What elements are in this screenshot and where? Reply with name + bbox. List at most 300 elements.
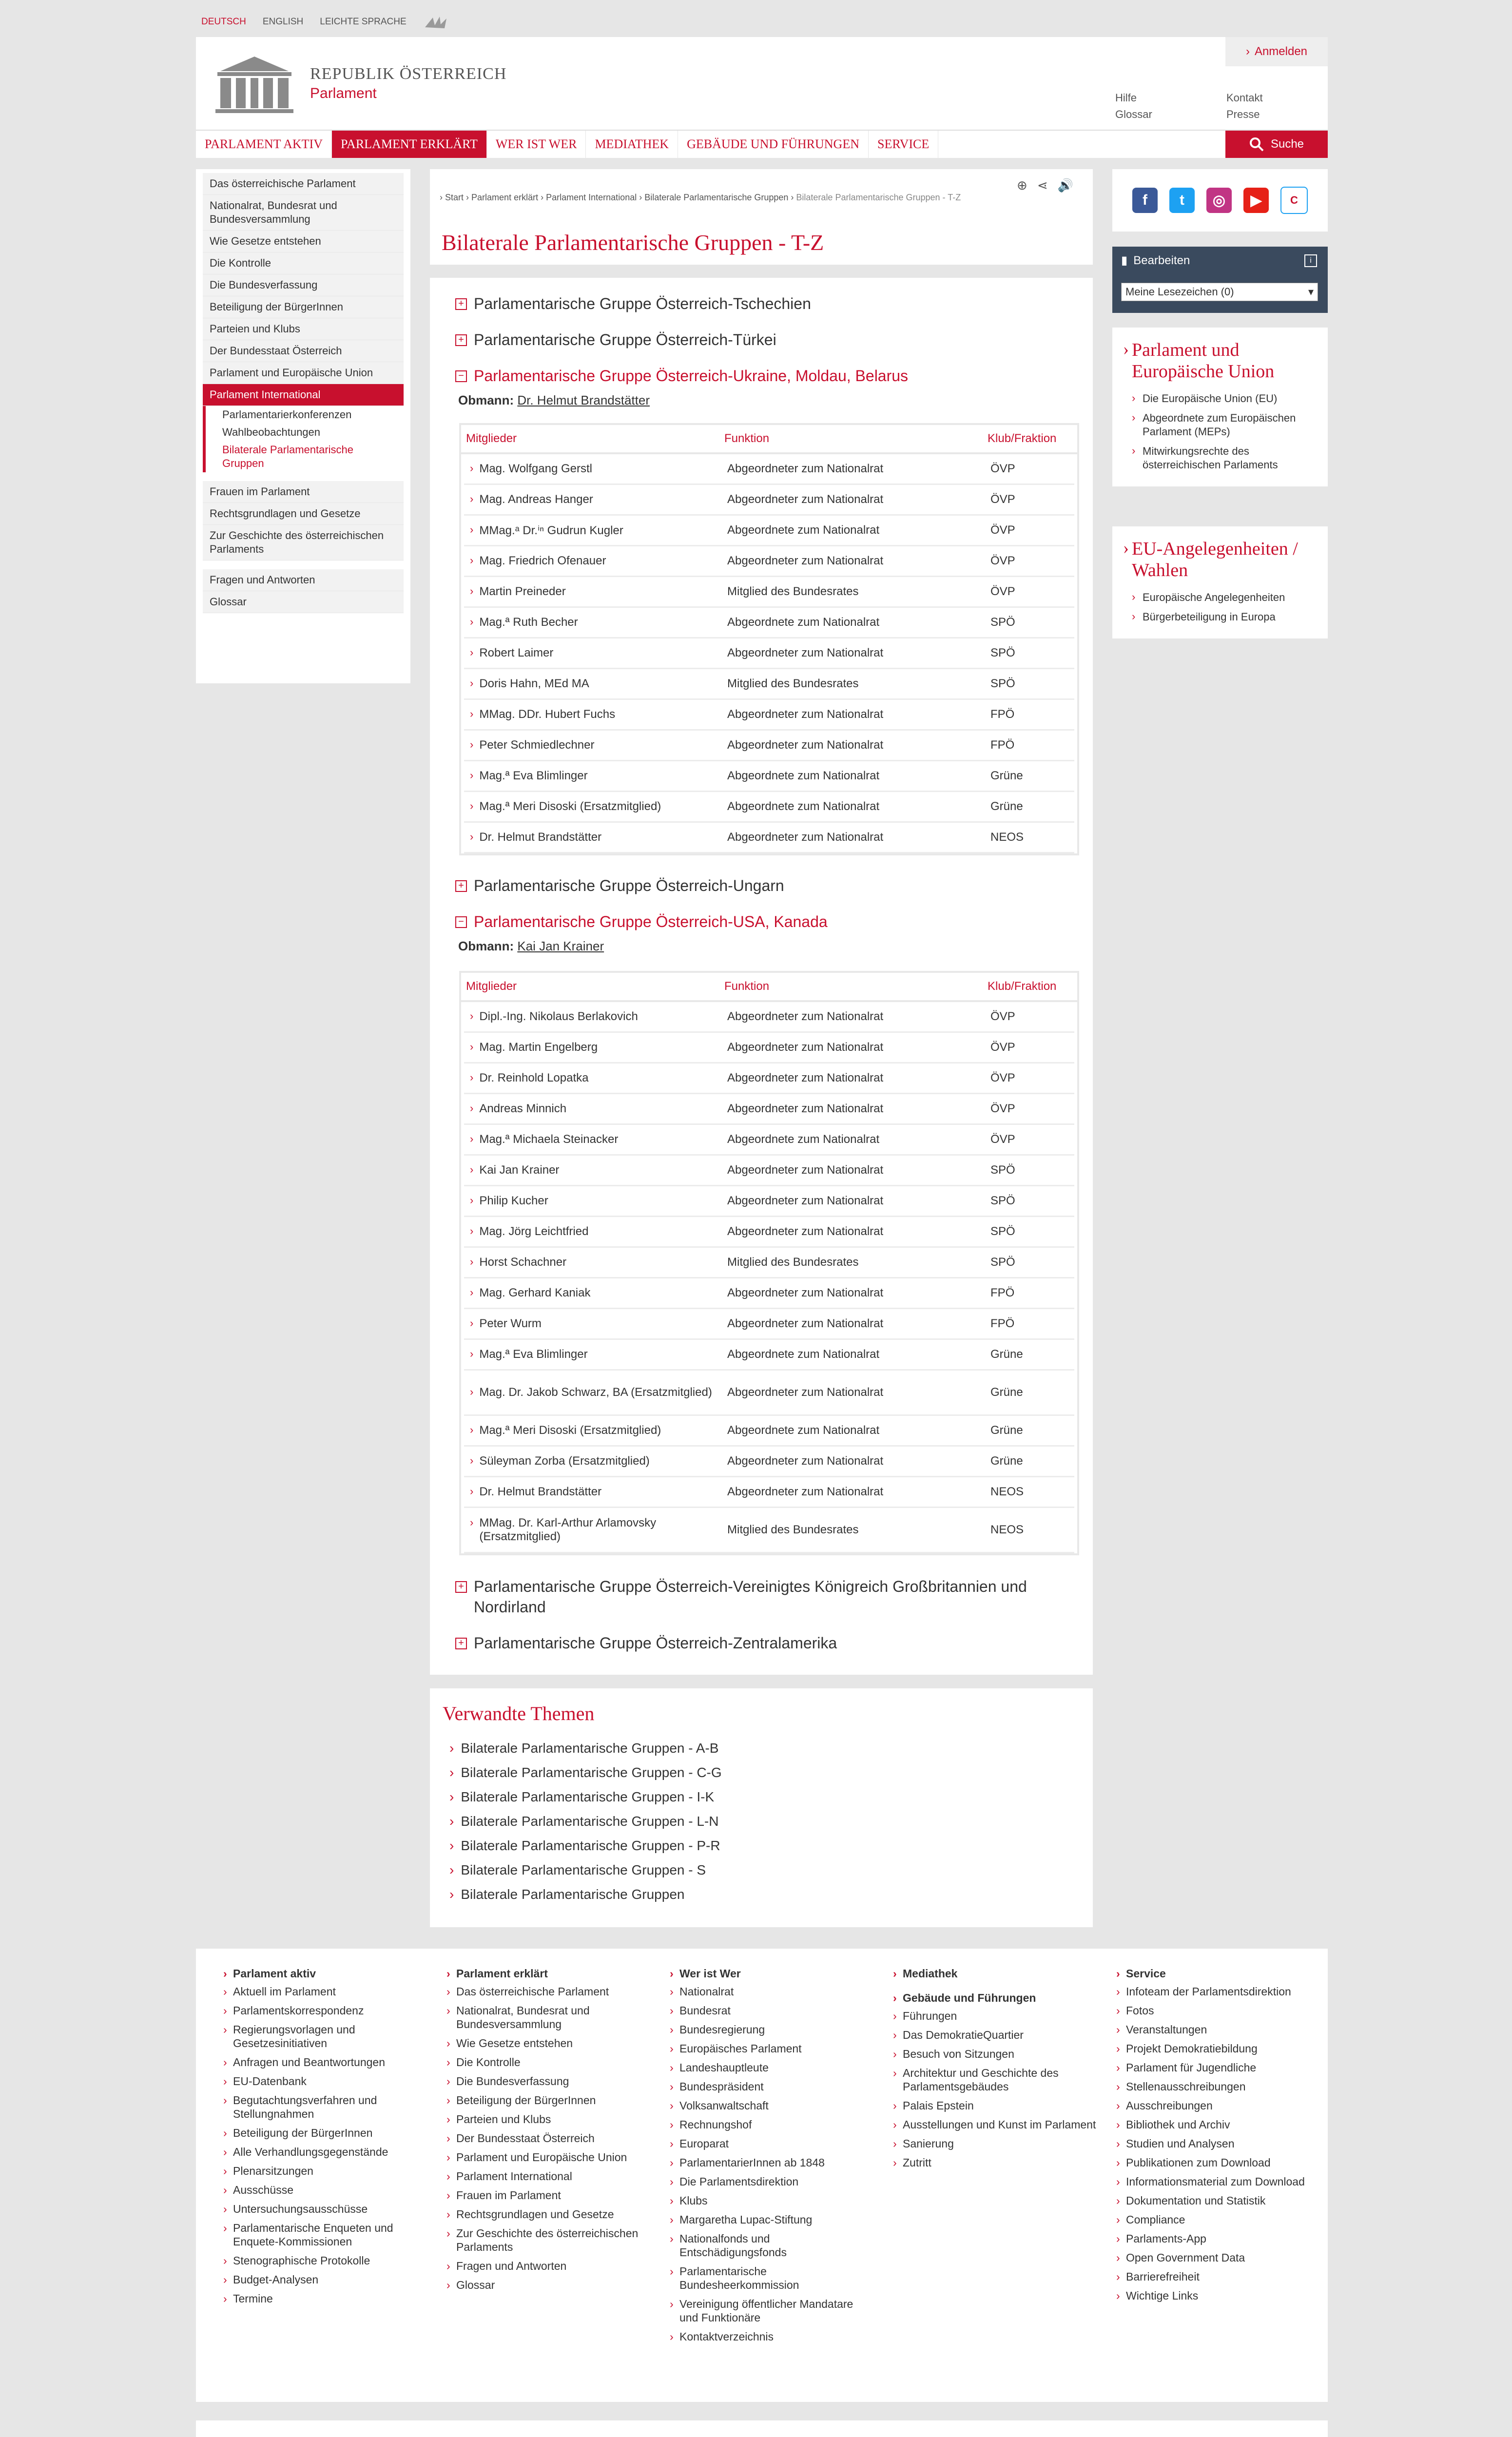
search-button[interactable] <box>1225 131 1328 158</box>
language-bar <box>201 15 449 29</box>
member-name[interactable]: Horst Schachner <box>479 1256 567 1269</box>
breadcrumb <box>440 191 1005 204</box>
footer-link[interactable]: › Plenarsitzungen <box>223 2164 428 2178</box>
nav-gebaeude-fuehrungen[interactable]: GEBÄUDE UND FÜHRUNGEN <box>678 131 869 158</box>
chair-link[interactable]: Kai Jan Krainer <box>517 939 604 953</box>
member-name[interactable]: Mag. Martin Engelberg <box>479 1041 598 1054</box>
group-toggle[interactable] <box>455 1576 1065 1617</box>
related-link-label: Bilaterale Parlamentarische Gruppen - L-N <box>461 1814 719 1829</box>
member-name[interactable]: Mag.ª Meri Disoski (Ersatzmitglied) <box>479 1424 661 1437</box>
sidebar-item[interactable]: Das österreichische Parlament <box>203 173 404 195</box>
col-club[interactable]: Klub/Fraktion <box>988 980 1057 993</box>
member-function: Abgeordnete zum Nationalrat <box>727 1424 880 1437</box>
table-row <box>464 638 1074 669</box>
group-title: Parlamentarische Gruppe Österreich-Vereinigtes Königreich Großbritannien und Nordirland <box>474 1578 1027 1616</box>
sidebar-item[interactable]: Fragen und Antworten <box>203 569 404 591</box>
member-cell <box>464 677 727 691</box>
col-club[interactable]: Klub/Fraktion <box>988 432 1057 445</box>
related-title: Verwandte Themen <box>443 1702 595 1724</box>
member-club: SPÖ <box>990 646 1015 659</box>
footer-link[interactable]: › Budget-Analysen <box>223 2273 428 2286</box>
twitter-icon[interactable]: t <box>1169 188 1195 213</box>
sidebar-item[interactable]: Rechtsgrundlagen und Gesetze <box>203 503 404 525</box>
member-name[interactable]: Martin Preineder <box>479 585 566 598</box>
contact-link[interactable]: Kontakt <box>1226 92 1263 104</box>
member-name[interactable]: Peter Schmiedlechner <box>479 738 595 752</box>
footer-link[interactable]: › Termine <box>223 2292 428 2305</box>
leichte-sprache-icon[interactable] <box>423 15 449 29</box>
footer-link[interactable]: › Untersuchungsausschüsse <box>223 2202 428 2216</box>
sidebar-item[interactable]: Nationalrat, Bundesrat und Bundesversammlung <box>203 195 404 231</box>
footer-link[interactable]: › Sanierung <box>893 2137 1098 2150</box>
sidebar-item[interactable]: Parlament und Europäische Union <box>203 362 404 384</box>
member-name[interactable]: MMag. Dr. Karl-Arthur Arlamovsky (Ersatzmitglied) <box>479 1516 657 1543</box>
member-club: ÖVP <box>990 523 1015 537</box>
breadcrumb-item[interactable]: Bilaterale Parlamentarische Gruppen <box>644 193 789 202</box>
eu-box-link[interactable]: › Mitwirkungsrechte des österreichischen Parlaments <box>1132 442 1316 475</box>
footer-link[interactable]: › Margaretha Lupac-Stiftung <box>670 2213 874 2226</box>
footer-link[interactable]: › Zutritt <box>893 2156 1098 2169</box>
footer-link[interactable]: › Anfragen und Beantwortungen <box>223 2055 428 2069</box>
bookmark-add-icon[interactable]: ⊕ <box>1017 178 1027 193</box>
member-name[interactable]: Süleyman Zorba (Ersatzmitglied) <box>479 1454 650 1468</box>
footer-link[interactable]: › Regierungsvorlagen und Gesetzesinitiativen <box>223 2023 428 2050</box>
nav-parlament-aktiv[interactable]: PARLAMENT AKTIV <box>196 131 332 158</box>
table-row <box>464 1064 1074 1094</box>
logo-subtitle: Parlament <box>310 85 377 101</box>
group-toggle[interactable] <box>455 329 776 350</box>
member-function: Abgeordnete zum Nationalrat <box>727 1348 880 1361</box>
member-cell <box>464 1386 727 1399</box>
footer-link[interactable]: › ParlamentarierInnen ab 1848 <box>670 2156 874 2169</box>
sidebar-item-active[interactable]: Parlament International <box>203 384 404 406</box>
footer-link[interactable]: › Beteiligung der BürgerInnen <box>223 2126 428 2140</box>
footer-link[interactable]: › Parteien und Klubs <box>446 2112 651 2126</box>
nav-mediathek[interactable]: MEDIATHEK <box>586 131 678 158</box>
footer-link[interactable]: › Das DemokratieQuartier <box>893 2028 1098 2042</box>
related-link[interactable] <box>449 1882 722 1907</box>
group-toggle[interactable] <box>455 293 811 314</box>
member-function: Abgeordneter zum Nationalrat <box>727 462 884 475</box>
footer-heading[interactable]: › Parlament aktiv <box>223 1966 428 1981</box>
member-name[interactable]: Mag.ª Eva Blimlinger <box>479 1348 588 1361</box>
share-icon[interactable]: ⋖ <box>1037 178 1048 193</box>
col-members[interactable]: Mitglieder <box>466 980 517 993</box>
eu-affairs-link[interactable]: › Bürgerbeteiligung in Europa <box>1132 607 1316 627</box>
footer-link[interactable]: › Parlamentarische Bundesheerkommission <box>670 2264 874 2292</box>
member-function: Abgeordnete zum Nationalrat <box>727 769 880 782</box>
member-name[interactable]: Dr. Helmut Brandstätter <box>479 1485 602 1498</box>
table-row <box>464 1125 1074 1156</box>
footer-col <box>893 1966 1098 2175</box>
footer-heading[interactable]: › Parlament erklärt <box>446 1966 651 1981</box>
breadcrumb-item[interactable]: Start <box>445 193 464 202</box>
facebook-icon[interactable]: f <box>1132 188 1158 213</box>
chevron-right-icon: › <box>470 1194 474 1206</box>
lang-english[interactable]: ENGLISH <box>262 17 304 27</box>
member-cell <box>464 646 727 660</box>
footer-link[interactable]: › Das österreichische Parlament <box>446 1985 651 1998</box>
table-row <box>464 516 1074 546</box>
footer-link[interactable]: › Studien und Analysen <box>1116 2137 1321 2150</box>
lang-leichte-sprache[interactable]: LEICHTE SPRACHE <box>320 17 407 27</box>
table-row <box>464 1447 1074 1477</box>
member-club: SPÖ <box>990 1163 1015 1177</box>
chevron-right-icon: › <box>470 738 474 751</box>
footer-link[interactable]: › EU-Datenbank <box>223 2074 428 2088</box>
table-row <box>464 454 1074 485</box>
footer-link[interactable]: › Projekt Demokratiebildung <box>1116 2042 1321 2055</box>
member-function: Abgeordneter zum Nationalrat <box>727 1454 884 1468</box>
sidebar-item[interactable]: Frauen im Parlament <box>203 481 404 503</box>
footer-col <box>446 1966 651 2297</box>
footer-link[interactable]: › Bundespräsident <box>670 2080 874 2093</box>
sidebar-item[interactable]: Der Bundesstaat Österreich <box>203 340 404 362</box>
member-name[interactable]: Mag. Jörg Leichtfried <box>479 1225 589 1238</box>
nav-service[interactable]: SERVICE <box>869 131 938 158</box>
member-name[interactable]: Mag.ª Ruth Becher <box>479 616 578 629</box>
footer-link[interactable]: › Aktuell im Parlament <box>223 1985 428 1998</box>
bottom-bar <box>196 2420 1328 2437</box>
chevron-right-icon: › <box>470 523 474 536</box>
footer-link[interactable]: › Dokumentation und Statistik <box>1116 2194 1321 2207</box>
chair-link[interactable]: Dr. Helmut Brandstätter <box>517 393 650 407</box>
footer-link[interactable]: › Open Government Data <box>1116 2251 1321 2264</box>
member-function: Abgeordnete zum Nationalrat <box>727 523 880 537</box>
member-cell <box>464 1163 727 1177</box>
footer-link[interactable]: › Architektur und Geschichte des Parlamentsgebäudes <box>893 2066 1098 2093</box>
group-toggle-open[interactable] <box>455 366 908 386</box>
footer-link[interactable]: › Der Bundesstaat Österreich <box>446 2131 651 2145</box>
footer-link[interactable]: › Compliance <box>1116 2213 1321 2226</box>
footer-link[interactable]: › Ausstellungen und Kunst im Parlament <box>893 2118 1098 2131</box>
member-cell <box>464 585 727 599</box>
member-name[interactable]: Philip Kucher <box>479 1194 548 1207</box>
member-cell <box>464 616 727 629</box>
member-cell <box>464 1424 727 1437</box>
member-name[interactable]: Doris Hahn, MEd MA <box>479 677 589 690</box>
footer-link[interactable]: › Bundesregierung <box>670 2023 874 2036</box>
table-row <box>464 731 1074 761</box>
footer-link[interactable]: › Kontaktverzeichnis <box>670 2330 874 2343</box>
member-name[interactable]: Andreas Minnich <box>479 1102 567 1115</box>
sidebar-item[interactable]: Parteien und Klubs <box>203 318 404 340</box>
chevron-right-icon: › <box>470 1348 474 1360</box>
footer-link[interactable]: › Die Kontrolle <box>446 2055 651 2069</box>
member-name[interactable]: MMag.ᵃ Dr.ⁱⁿ Gudrun Kugler <box>479 523 623 537</box>
member-name[interactable]: MMag. DDr. Hubert Fuchs <box>479 708 616 721</box>
chevron-right-icon: › <box>470 1286 474 1298</box>
footer-link[interactable]: › Stenographische Protokolle <box>223 2254 428 2267</box>
table-body <box>461 454 1077 853</box>
footer-link[interactable]: › Barrierefreiheit <box>1116 2270 1321 2283</box>
chevron-right-icon: › <box>1245 45 1250 58</box>
nav-parlament-erklaert[interactable]: PARLAMENT ERKLÄRT <box>332 131 487 158</box>
footer-link[interactable]: › Palais Epstein <box>893 2099 1098 2112</box>
footer-link[interactable]: › Besuch von Sitzungen <box>893 2047 1098 2061</box>
member-club: SPÖ <box>990 677 1015 690</box>
related-link[interactable] <box>449 1858 722 1882</box>
table-row <box>464 823 1074 853</box>
group-toggle-open[interactable] <box>455 911 828 932</box>
info-icon[interactable]: i <box>1304 254 1317 267</box>
member-name[interactable]: Kai Jan Krainer <box>479 1163 560 1177</box>
table-row <box>464 1002 1074 1033</box>
member-name[interactable]: Peter Wurm <box>479 1317 542 1330</box>
speaker-icon[interactable]: 🔊 <box>1057 178 1073 193</box>
parliament-logo[interactable] <box>211 52 506 115</box>
chevron-right-icon: › <box>470 1071 474 1083</box>
related-link[interactable] <box>449 1809 722 1834</box>
member-function: Abgeordneter zum Nationalrat <box>727 1071 884 1084</box>
member-club: Grüne <box>990 1348 1023 1361</box>
footer-link[interactable]: › Ausschüsse <box>223 2183 428 2197</box>
member-cell <box>464 1102 727 1116</box>
footer-link[interactable]: › Infoteam der Parlamentsdirektion <box>1116 1985 1321 1998</box>
member-name[interactable]: Dr. Reinhold Lopatka <box>479 1071 589 1084</box>
member-function: Abgeordneter zum Nationalrat <box>727 1010 884 1023</box>
member-name[interactable]: Mag. Andreas Hanger <box>479 493 593 506</box>
press-link[interactable]: Presse <box>1226 108 1260 120</box>
footer-heading[interactable]: › Service <box>1116 1966 1321 1981</box>
footer-link[interactable]: › Klubs <box>670 2194 874 2207</box>
sidebar-item[interactable]: Beteiligung der BürgerInnen <box>203 296 404 318</box>
group-toggle[interactable] <box>455 1633 837 1653</box>
main-content <box>430 278 1093 1675</box>
nav-wer-ist-wer[interactable]: WER IST WER <box>487 131 586 158</box>
member-name[interactable]: Mag. Gerhard Kaniak <box>479 1286 591 1299</box>
member-cell <box>464 1317 727 1331</box>
bookmark-select[interactable] <box>1121 283 1318 301</box>
table-row <box>464 669 1074 700</box>
footer-link[interactable]: › Frauen im Parlament <box>446 2188 651 2202</box>
table-row <box>464 485 1074 516</box>
member-club: ÖVP <box>990 1133 1015 1146</box>
glossary-link[interactable]: Glossar <box>1115 108 1152 120</box>
sidebar-subitem-current[interactable]: Bilaterale Parlamentarische Gruppen <box>203 441 404 472</box>
footer-link[interactable]: › Rechnungshof <box>670 2118 874 2131</box>
footer-link[interactable]: › Europäisches Parlament <box>670 2042 874 2055</box>
member-function: Abgeordneter zum Nationalrat <box>727 1286 884 1299</box>
col-function[interactable]: Funktion <box>724 432 770 445</box>
member-name[interactable]: Mag. Dr. Jakob Schwarz, BA (Ersatzmitglied) <box>479 1386 712 1399</box>
member-name[interactable]: Mag.ª Meri Disoski (Ersatzmitglied) <box>479 800 661 813</box>
breadcrumb-sep: › <box>639 193 645 202</box>
header-links-b <box>1226 90 1263 123</box>
related-link[interactable] <box>449 1736 722 1760</box>
member-cell <box>464 831 727 844</box>
member-function: Mitglied des Bundesrates <box>727 677 859 690</box>
footer-link[interactable]: › Fotos <box>1116 2004 1321 2017</box>
member-name[interactable]: Mag. Friedrich Ofenauer <box>479 554 606 567</box>
member-club: Grüne <box>990 1424 1023 1437</box>
members-table <box>459 423 1079 855</box>
eu-box-link[interactable]: › Die Europäische Union (EU) <box>1132 389 1316 408</box>
table-row <box>464 1094 1074 1125</box>
member-function: Abgeordneter zum Nationalrat <box>727 1102 884 1115</box>
footer-link[interactable]: › Wichtige Links <box>1116 2289 1321 2302</box>
footer-link[interactable]: › Nationalrat, Bundesrat und Bundesversammlung <box>446 2004 651 2031</box>
content-header <box>430 169 1093 265</box>
footer-link[interactable]: › Begutachtungsverfahren und Stellungnahmen <box>223 2093 428 2121</box>
footer-link[interactable]: › Alle Verhandlungsgegenstände <box>223 2145 428 2159</box>
member-cell <box>464 1286 727 1300</box>
footer-link[interactable]: › Parlament und Europäische Union <box>446 2150 651 2164</box>
eu-affairs-title[interactable]: › EU-Angelegenheiten / Wahlen <box>1112 526 1328 588</box>
col-function[interactable]: Funktion <box>724 980 770 993</box>
footer-link[interactable]: › Vereinigung öffentlicher Mandatare und Funktionäre <box>670 2297 874 2324</box>
member-cell <box>464 493 727 506</box>
expand-icon: + <box>455 1581 467 1593</box>
related-link[interactable] <box>449 1834 722 1858</box>
login-button[interactable] <box>1225 37 1328 66</box>
collapse-icon: − <box>455 916 467 928</box>
footer-link[interactable]: › Beteiligung der BürgerInnen <box>446 2093 651 2107</box>
related-link-label: Bilaterale Parlamentarische Gruppen - S <box>461 1862 706 1877</box>
footer-link[interactable]: › Parlamentarische Enqueten und Enquete-Kommissionen <box>223 2221 428 2248</box>
eu-affairs-link[interactable]: › Europäische Angelegenheiten <box>1132 588 1316 607</box>
instagram-icon[interactable]: ◎ <box>1206 188 1232 213</box>
group-title: Parlamentarische Gruppe Österreich-Tschechien <box>474 295 811 312</box>
member-cell <box>464 738 727 752</box>
eu-box-link[interactable]: › Abgeordnete zum Europäischen Parlament (MEPs) <box>1132 408 1316 442</box>
sidebar-item[interactable]: Die Kontrolle <box>203 252 404 274</box>
member-function: Abgeordneter zum Nationalrat <box>727 1485 884 1498</box>
member-function: Abgeordneter zum Nationalrat <box>727 738 884 752</box>
main-navigation <box>196 130 1328 158</box>
chair-label: Obmann: <box>458 393 514 407</box>
footer-link[interactable]: › Europarat <box>670 2137 874 2150</box>
footer-link[interactable]: › Parlament für Jugendliche <box>1116 2061 1321 2074</box>
related-link[interactable] <box>449 1785 722 1809</box>
footer-link[interactable]: › Bundesrat <box>670 2004 874 2017</box>
related-link[interactable] <box>449 1760 722 1785</box>
footer-link[interactable]: › Glossar <box>446 2278 651 2292</box>
table-body <box>461 1002 1077 1553</box>
breadcrumb-sep: › <box>466 193 472 202</box>
col-members[interactable]: Mitglieder <box>466 432 517 445</box>
footer-link[interactable]: › Nationalfonds und Entschädigungsfonds <box>670 2232 874 2259</box>
member-function: Abgeordnete zum Nationalrat <box>727 1133 880 1146</box>
chevron-right-icon: › <box>449 1765 454 1780</box>
chevron-right-icon: › <box>470 1133 474 1145</box>
member-name[interactable]: Mag.ª Michaela Steinacker <box>479 1133 619 1146</box>
footer-link[interactable]: › Parlaments-App <box>1116 2232 1321 2245</box>
group-toggle[interactable] <box>455 875 784 896</box>
sidebar-subitem[interactable]: Parlamentarierkonferenzen <box>203 406 404 424</box>
breadcrumb-item[interactable]: Parlament erklärt <box>471 193 539 202</box>
member-club: SPÖ <box>990 616 1015 629</box>
breadcrumb-sep: › <box>541 193 546 202</box>
footer-link[interactable]: › Rechtsgrundlagen und Gesetze <box>446 2207 651 2221</box>
eu-affairs-list <box>1112 588 1328 627</box>
footer-link[interactable]: › Zur Geschichte des österreichischen Parlaments <box>446 2226 651 2254</box>
sidebar-item[interactable]: Die Bundesverfassung <box>203 274 404 296</box>
chevron-right-icon: › <box>470 1102 474 1114</box>
chevron-right-icon: › <box>470 1163 474 1176</box>
header-links-a <box>1115 90 1152 123</box>
member-cell <box>464 708 727 721</box>
expand-icon: + <box>455 334 467 346</box>
footer-link[interactable]: › Veranstaltungen <box>1116 2023 1321 2036</box>
chevron-right-icon: › <box>470 493 474 505</box>
footer-link[interactable]: › Parlament International <box>446 2169 651 2183</box>
table-row <box>464 1278 1074 1309</box>
related-link-label: Bilaterale Parlamentarische Gruppen <box>461 1887 685 1902</box>
footer-heading[interactable]: › Wer ist Wer <box>670 1966 874 1981</box>
breadcrumb-sep: › <box>791 193 796 202</box>
member-club: ÖVP <box>990 462 1015 475</box>
member-cell <box>464 1010 727 1024</box>
footer-link[interactable]: › Ausschreibungen <box>1116 2099 1321 2112</box>
eu-box-title[interactable]: › Parlament und Europäische Union <box>1112 328 1328 389</box>
footer-link[interactable]: › Die Parlamentsdirektion <box>670 2175 874 2188</box>
footer-link[interactable]: › Landeshauptleute <box>670 2061 874 2074</box>
sidebar-item[interactable]: Glossar <box>203 591 404 613</box>
member-club: Grüne <box>990 800 1023 813</box>
footer-link[interactable]: › Bibliothek und Archiv <box>1116 2118 1321 2131</box>
footer-link[interactable]: › Wie Gesetze entstehen <box>446 2036 651 2050</box>
breadcrumb-item[interactable]: Parlament International <box>546 193 637 202</box>
member-cell <box>464 523 727 538</box>
sidebar-navigation <box>196 169 410 683</box>
sidebar-spacer <box>196 472 410 481</box>
youtube-icon[interactable]: ▶ <box>1243 188 1269 213</box>
member-name[interactable]: Dipl.-Ing. Nikolaus Berlakovich <box>479 1010 638 1023</box>
lang-deutsch[interactable]: DEUTSCH <box>201 17 246 27</box>
app-icon[interactable]: C <box>1280 187 1308 214</box>
member-function: Abgeordneter zum Nationalrat <box>727 554 884 567</box>
member-club: FPÖ <box>990 1286 1015 1299</box>
chevron-right-icon: › <box>470 616 474 628</box>
member-name[interactable]: Mag.ª Eva Blimlinger <box>479 769 588 782</box>
footer-link[interactable]: › Informationsmaterial zum Download <box>1116 2175 1321 2188</box>
footer-link[interactable]: › Führungen <box>893 2009 1098 2023</box>
member-name[interactable]: Mag. Wolfgang Gerstl <box>479 462 592 475</box>
help-link[interactable]: Hilfe <box>1115 92 1137 104</box>
member-club: ÖVP <box>990 585 1015 598</box>
footer-heading[interactable]: › Gebäude und Führungen <box>893 1991 1098 2005</box>
chevron-right-icon: › <box>470 1485 474 1497</box>
bookmark-icon: ▮ <box>1121 254 1128 267</box>
sidebar-item[interactable]: Zur Geschichte des österreichischen Parlaments <box>203 525 404 561</box>
table-row <box>464 577 1074 608</box>
chevron-right-icon: › <box>470 800 474 812</box>
sidebar-item[interactable]: Wie Gesetze entstehen <box>203 231 404 252</box>
member-function: Abgeordneter zum Nationalrat <box>727 1194 884 1207</box>
footer-link[interactable]: › Publikationen zum Download <box>1116 2156 1321 2169</box>
table-row <box>464 761 1074 792</box>
chevron-right-icon: › <box>470 708 474 720</box>
footer-link[interactable]: › Parlamentskorrespondenz <box>223 2004 428 2017</box>
table-row <box>464 1416 1074 1447</box>
member-name[interactable]: Robert Laimer <box>479 646 554 659</box>
group-title: Parlamentarische Gruppe Österreich-Ungarn <box>474 877 784 894</box>
footer-link[interactable]: › Stellenausschreibungen <box>1116 2080 1321 2093</box>
collapse-icon: − <box>455 370 467 382</box>
footer-link[interactable]: › Volksanwaltschaft <box>670 2099 874 2112</box>
footer-link[interactable]: › Die Bundesverfassung <box>446 2074 651 2088</box>
sidebar-subitem[interactable]: Wahlbeobachtungen <box>203 424 404 441</box>
member-name[interactable]: Dr. Helmut Brandstätter <box>479 831 602 844</box>
footer-link[interactable]: › Fragen und Antworten <box>446 2259 651 2273</box>
member-cell <box>464 462 727 476</box>
footer-heading[interactable]: › Mediathek <box>893 1966 1098 1981</box>
member-club: ÖVP <box>990 1071 1015 1084</box>
footer-link[interactable]: › Nationalrat <box>670 1985 874 1998</box>
bookmark-edit[interactable] <box>1121 253 1190 268</box>
member-club: ÖVP <box>990 1041 1015 1054</box>
